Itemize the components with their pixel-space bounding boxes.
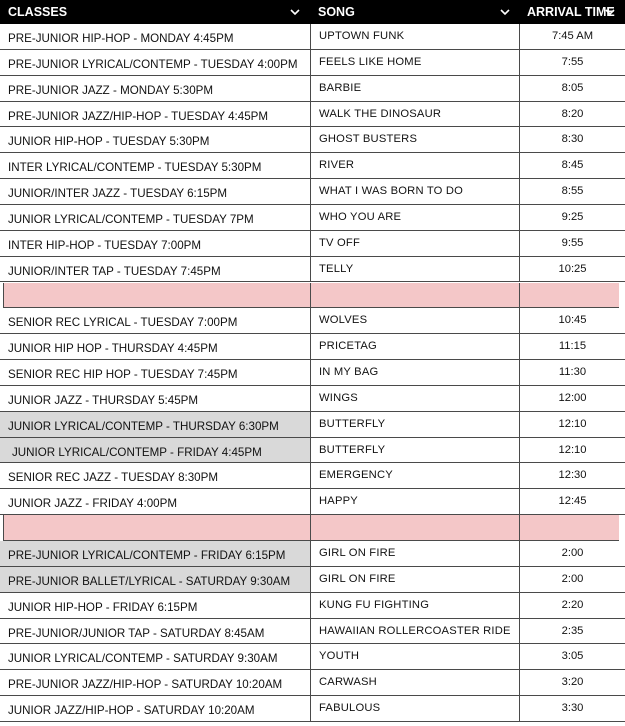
table-row	[0, 334, 625, 360]
class-cell: INTER LYRICAL/CONTEMP - TUESDAY 5:30PM	[0, 153, 310, 179]
arrival-time-cell: 9:55	[519, 231, 625, 257]
song-cell: HAPPY	[310, 489, 519, 515]
table-row	[0, 360, 625, 386]
class-cell: SENIOR REC JAZZ - TUESDAY 8:30PM	[0, 463, 310, 489]
arrival-time-cell: 8:55	[519, 179, 625, 205]
arrival-time-cell: 8:45	[519, 153, 625, 179]
song-cell: BARBIE	[310, 76, 519, 102]
song-header-label: SONG	[318, 5, 355, 19]
table-row	[0, 696, 625, 722]
arrival-time-cell: 11:15	[519, 334, 625, 360]
table-row	[0, 76, 625, 102]
table-row	[0, 127, 625, 153]
song-cell: GHOST BUSTERS	[310, 127, 519, 153]
table-row	[0, 386, 625, 412]
table-row	[0, 463, 625, 489]
song-cell: WINGS	[310, 386, 519, 412]
song-cell: HAWAIIAN ROLLERCOASTER RIDE	[310, 619, 519, 645]
song-cell: FABULOUS	[310, 696, 519, 722]
class-cell: JUNIOR LYRICAL/CONTEMP - TUESDAY 7PM	[0, 205, 310, 231]
class-cell	[3, 283, 310, 309]
class-cell: JUNIOR LYRICAL/CONTEMP - THURSDAY 6:30PM	[0, 412, 310, 438]
table-row	[0, 179, 625, 205]
arrival-time-cell: 2:20	[519, 593, 625, 619]
table-row	[0, 257, 625, 283]
table-row	[0, 438, 625, 464]
classes-header-label: CLASSES	[8, 5, 68, 19]
table-row	[0, 541, 625, 567]
class-cell: JUNIOR LYRICAL/CONTEMP - SATURDAY 9:30AM	[0, 644, 310, 670]
song-cell: PRICETAG	[310, 334, 519, 360]
song-cell: WHAT I WAS BORN TO DO	[310, 179, 519, 205]
class-cell: PRE-JUNIOR JAZZ/HIP-HOP - TUESDAY 4:45PM	[0, 102, 310, 128]
song-cell: EMERGENCY	[310, 463, 519, 489]
table-row	[0, 24, 625, 50]
song-cell: BUTTERFLY	[310, 438, 519, 464]
arrival-time-cell: 2:35	[519, 619, 625, 645]
song-cell	[310, 515, 519, 541]
class-cell: PRE-JUNIOR/JUNIOR TAP - SATURDAY 8:45AM	[0, 619, 310, 645]
class-cell: PRE-JUNIOR BALLET/LYRICAL - SATURDAY 9:30AM	[0, 567, 310, 593]
arrival-time-cell: 12:45	[519, 489, 625, 515]
song-cell: BUTTERFLY	[310, 412, 519, 438]
table-row	[0, 593, 625, 619]
arrival-time-cell: 2:00	[519, 567, 625, 593]
table-header	[0, 0, 625, 24]
song-cell: GIRL ON FIRE	[310, 541, 519, 567]
arrival-time-cell: 12:00	[519, 386, 625, 412]
arrival-time-cell: 3:05	[519, 644, 625, 670]
song-cell: TV OFF	[310, 231, 519, 257]
arrival-time-cell: 12:10	[519, 438, 625, 464]
song-cell: KUNG FU FIGHTING	[310, 593, 519, 619]
song-cell: GIRL ON FIRE	[310, 567, 519, 593]
arrival-time-cell: 8:30	[519, 127, 625, 153]
table-row	[0, 619, 625, 645]
table-row	[0, 102, 625, 128]
table-row	[0, 489, 625, 515]
classes-column-header[interactable]	[0, 0, 310, 24]
arrival-time-cell: 9:25	[519, 205, 625, 231]
section-break-row	[0, 515, 625, 541]
table-row	[0, 644, 625, 670]
class-cell	[3, 515, 310, 541]
class-cell: JUNIOR LYRICAL/CONTEMP - FRIDAY 4:45PM	[0, 438, 310, 464]
arrival-time-cell: 8:20	[519, 102, 625, 128]
section-break-row	[0, 283, 625, 309]
song-cell: UPTOWN FUNK	[310, 24, 519, 50]
song-cell: IN MY BAG	[310, 360, 519, 386]
arrival-time-cell: 12:30	[519, 463, 625, 489]
class-cell: INTER HIP-HOP - TUESDAY 7:00PM	[0, 231, 310, 257]
table-row	[0, 231, 625, 257]
arrival-time-column-header[interactable]	[519, 0, 625, 24]
class-cell: SENIOR REC HIP HOP - TUESDAY 7:45PM	[0, 360, 310, 386]
arrival-time-cell: 7:45 AM	[519, 24, 625, 50]
arrival-time-cell: 3:20	[519, 670, 625, 696]
arrival-time-cell: 11:30	[519, 360, 625, 386]
song-cell: TELLY	[310, 257, 519, 283]
class-cell: PRE-JUNIOR LYRICAL/CONTEMP - TUESDAY 4:00PM	[0, 50, 310, 76]
table-row	[0, 412, 625, 438]
class-cell: PRE-JUNIOR JAZZ - MONDAY 5:30PM	[0, 76, 310, 102]
chevron-down-icon[interactable]	[500, 7, 510, 17]
song-cell: CARWASH	[310, 670, 519, 696]
class-cell: PRE-JUNIOR HIP-HOP - MONDAY 4:45PM	[0, 24, 310, 50]
arrival-time-cell: 2:00	[519, 541, 625, 567]
table-row	[0, 308, 625, 334]
class-cell: JUNIOR HIP HOP - THURSDAY 4:45PM	[0, 334, 310, 360]
class-cell: JUNIOR/INTER TAP - TUESDAY 7:45PM	[0, 257, 310, 283]
song-cell: WOLVES	[310, 308, 519, 334]
class-cell: SENIOR REC LYRICAL - TUESDAY 7:00PM	[0, 308, 310, 334]
class-cell: JUNIOR JAZZ - THURSDAY 5:45PM	[0, 386, 310, 412]
arrival-time-cell: 10:45	[519, 308, 625, 334]
class-cell: JUNIOR HIP-HOP - FRIDAY 6:15PM	[0, 593, 310, 619]
class-cell: JUNIOR JAZZ/HIP-HOP - SATURDAY 10:20AM	[0, 696, 310, 722]
table-row	[0, 153, 625, 179]
class-cell: JUNIOR HIP-HOP - TUESDAY 5:30PM	[0, 127, 310, 153]
arrival-time-cell: 10:25	[519, 257, 625, 283]
class-cell: JUNIOR/INTER JAZZ - TUESDAY 6:15PM	[0, 179, 310, 205]
class-cell: PRE-JUNIOR LYRICAL/CONTEMP - FRIDAY 6:15PM	[0, 541, 310, 567]
song-cell: WALK THE DINOSAUR	[310, 102, 519, 128]
song-cell: RIVER	[310, 153, 519, 179]
song-column-header[interactable]	[310, 0, 519, 24]
table-row	[0, 567, 625, 593]
arrival-time-cell: 8:05	[519, 76, 625, 102]
arrival-time-cell	[519, 283, 619, 309]
table-row	[0, 205, 625, 231]
arrival-time-cell: 3:30	[519, 696, 625, 722]
table-row	[0, 670, 625, 696]
chevron-down-icon[interactable]	[605, 7, 615, 17]
song-cell: FEELS LIKE HOME	[310, 50, 519, 76]
arrival-time-cell: 12:10	[519, 412, 625, 438]
class-cell: JUNIOR JAZZ - FRIDAY 4:00PM	[0, 489, 310, 515]
arrival-time-cell	[519, 515, 619, 541]
class-cell: PRE-JUNIOR JAZZ/HIP-HOP - SATURDAY 10:20AM	[0, 670, 310, 696]
arrival-time-cell: 7:55	[519, 50, 625, 76]
chevron-down-icon[interactable]	[290, 7, 300, 17]
table-row	[0, 50, 625, 76]
song-cell	[310, 283, 519, 309]
song-cell: WHO YOU ARE	[310, 205, 519, 231]
song-cell: YOUTH	[310, 644, 519, 670]
arrival-header-label: ARRIVAL TIME	[527, 5, 615, 19]
